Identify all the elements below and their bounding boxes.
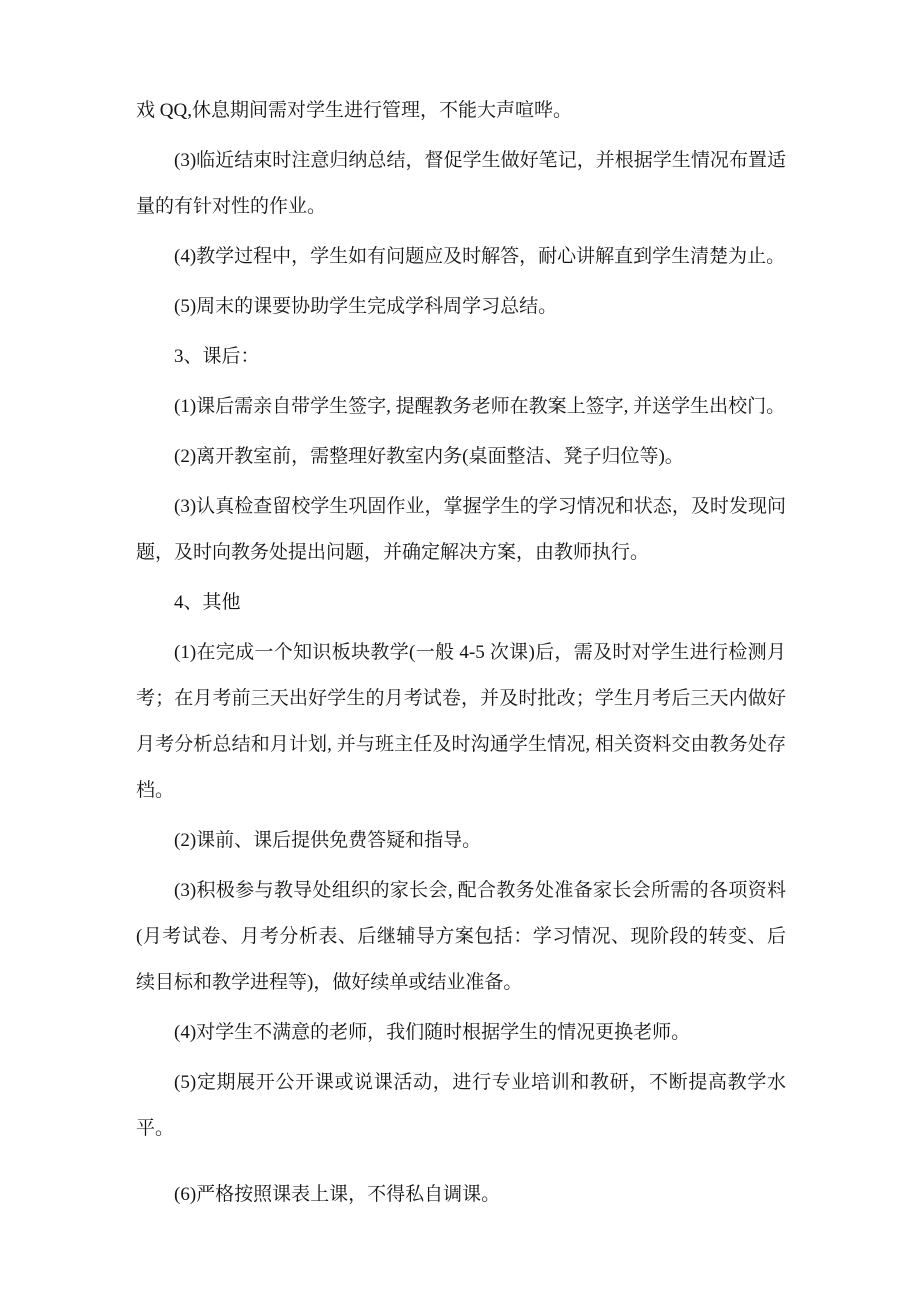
paragraph-item-2-4: (4)教学过程中，学生如有问题应及时解答，耐心讲解直到学生清楚为止。 [174,246,786,267]
paragraph-item-4-5: (5)定期展开公开课或说课活动，进行专业培训和教研，不断提高教学水平。 [136,1072,786,1139]
paragraph-item-4-1: (1)在完成一个知识板块教学(一般 4-5 次课)后，需及时对学生进行检测月考；在月考前三天出好学生的月考试卷，并及时批改；学生月考后三天内做好月考分析总结和月计划, 并与班主任及时沟通学生情况, 相关资料交由教务处存档。 [136,642,786,801]
paragraph-continuation: 戏 QQ,休息期间需对学生进行管理，不能大声喧哗。 [136,100,572,121]
paragraph-item-3-1: (1)课后需亲自带学生签字, 提醒教务老师在教案上签字, 并送学生出校门。 [174,396,786,417]
paragraph-item-4-6: (6)严格按照课表上课，不得私自调课。 [174,1184,501,1205]
paragraph-item-4-4: (4)对学生不满意的老师，我们随时根据学生的情况更换老师。 [174,1022,691,1043]
paragraph-item-4-3: (3)积极参与教导处组织的家长会, 配合教务处准备家长会所需的各项资料(月考试卷、月考分析表、后继辅导方案包括：学习情况、现阶段的转变、后续目标和教学进程等)，做好续单或结业准备。 [136,880,786,993]
paragraph-item-3-2: (2)离开教室前，需整理好教室内务(桌面整洁、凳子归位等)。 [174,446,684,467]
section-heading-4-other: 4、其他 [174,592,241,613]
paragraph-item-3-3: (3)认真检查留校学生巩固作业，掌握学生的学习情况和状态，及时发现问题，及时向教务处提出问题，并确定解决方案，由教师执行。 [136,496,786,563]
paragraph-item-2-3: (3)临近结束时注意归纳总结，督促学生做好笔记，并根据学生情况布置适量的有针对性的作业。 [136,150,786,217]
paragraph-item-2-5: (5)周末的课要协助学生完成学科周学习总结。 [174,296,558,317]
document-body [136,88,786,1218]
section-heading-3-after-class: 3、课后： [174,346,260,367]
paragraph-item-4-2: (2)课前、课后提供免费答疑和指导。 [174,830,482,851]
